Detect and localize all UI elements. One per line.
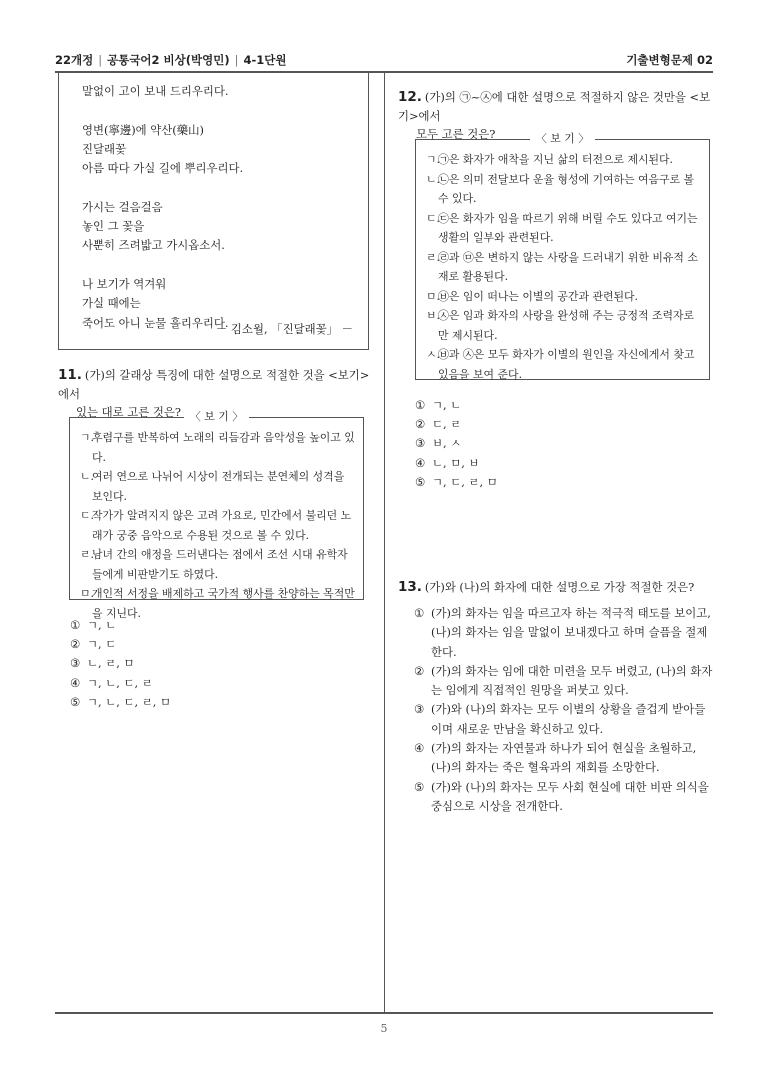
answer-option[interactable] <box>415 473 498 492</box>
option-number: ⑤ <box>414 779 425 794</box>
answer-option[interactable] <box>414 604 716 662</box>
header-title: 기출변형문제 02 <box>626 53 713 67</box>
answer-option[interactable] <box>70 635 171 654</box>
answer-option[interactable] <box>414 739 716 778</box>
option-number: ① <box>70 618 81 632</box>
poem-line: 놓인 그 꽃을 <box>82 219 145 234</box>
option-number: ② <box>70 637 81 652</box>
bogi-item <box>426 170 703 209</box>
option-number: ② <box>414 663 425 678</box>
option-number: ③ <box>415 436 426 451</box>
answer-option[interactable] <box>414 778 716 817</box>
bogi-item <box>80 467 357 506</box>
option-text: ㄱ, ㄴ, ㄷ, ㄹ <box>87 675 153 690</box>
question-text: 있는 대로 고른 것은? <box>76 405 181 420</box>
poem-line: 가시는 걸음걸음 <box>82 199 163 214</box>
bogi-marker: ㄱ. <box>80 431 94 444</box>
bogi-text: ㉡은 의미 전달보다 운율 형성에 기여하는 여음구로 볼 수 있다. <box>438 172 695 205</box>
header-separator: | <box>234 53 239 67</box>
bogi-marker: ㄴ. <box>426 172 440 186</box>
answer-option[interactable] <box>414 662 716 701</box>
answer-option[interactable] <box>415 396 498 415</box>
option-number: ③ <box>70 656 81 671</box>
answer-option[interactable] <box>70 674 171 693</box>
bogi-text: ㉥과 ㉦은 모두 화자가 이별의 원인을 자신에게서 찾고 있음을 보여 준다. <box>438 348 695 381</box>
bogi-marker: ㄷ. <box>80 509 94 522</box>
poem-line: 영변(寧邊)에 약산(藥山) <box>82 122 204 137</box>
header-textbook: 공통국어2 비상(박영민) <box>107 53 230 67</box>
bogi-text: ㉢은 화자가 임을 따르기 위해 버릴 수도 있다고 여기는 생활의 일부와 관련된다. <box>438 211 698 244</box>
option-text: ㄴ, ㄹ, ㅁ <box>87 656 135 671</box>
bogi-text: 여러 연으로 나뉘어 시상이 전개되는 분연체의 성격을 보인다. <box>92 470 345 503</box>
page-header <box>55 52 713 68</box>
bogi-marker: ㄴ. <box>80 470 94 483</box>
bogi-text: ㉠은 화자가 애착을 지닌 삶의 터전으로 제시된다. <box>438 153 674 166</box>
option-text: ㄷ, ㄹ <box>432 417 462 432</box>
poem-text <box>82 82 243 333</box>
passage-box <box>58 73 369 350</box>
option-text: ㄱ, ㄴ, ㄷ, ㄹ, ㅁ <box>87 694 171 709</box>
option-text: ㄱ, ㄴ <box>87 618 117 632</box>
bogi-item <box>426 345 703 384</box>
answer-option[interactable] <box>414 700 716 739</box>
poem-line: 말없이 고이 보내 드리우리다. <box>82 84 229 98</box>
option-number: ② <box>415 417 426 432</box>
option-number: ④ <box>70 675 81 690</box>
option-number: ④ <box>415 455 426 470</box>
question-13-stem <box>398 578 716 597</box>
option-text: ㄴ, ㅁ, ㅂ <box>432 455 480 470</box>
poem-line: 나 보기가 역겨워 <box>82 276 167 291</box>
bogi-text: 후렴구를 반복하여 노래의 리듬감과 음악성을 높이고 있다. <box>92 431 355 464</box>
answer-option[interactable] <box>70 693 171 712</box>
bogi-list <box>426 150 703 384</box>
poem-line <box>82 256 243 275</box>
bogi-text: ㉥은 임이 떠나는 이별의 공간과 관련된다. <box>438 289 638 303</box>
question-12-options <box>415 396 498 492</box>
question-number: 12. <box>398 89 422 105</box>
bogi-list <box>80 428 357 623</box>
bogi-item <box>426 306 703 345</box>
page-number: 5 <box>380 1022 388 1035</box>
poem-line: 진달래꽃 <box>82 141 127 156</box>
poem-line: 사뿐히 즈려밟고 가시옵소서. <box>82 238 225 253</box>
bogi-text: ㉦은 임과 화자의 사랑을 완성해 주는 긍정적 조력자로만 제시된다. <box>438 309 695 342</box>
bogi-marker: ㄹ. <box>80 548 94 561</box>
answer-option[interactable] <box>70 654 171 673</box>
option-number: ③ <box>414 702 425 717</box>
option-text: ㄱ, ㄷ <box>87 637 117 652</box>
bogi-marker: ㅁ. <box>426 289 440 303</box>
bogi-text: 개인적 서정을 배제하고 국가적 행사를 찬양하는 목적만을 지닌다. <box>92 587 355 620</box>
bogi-text: 남녀 간의 애정을 드러낸다는 점에서 조선 시대 유학자들에게 비판받기도 하였다. <box>92 548 348 581</box>
poem-source: － 김소월, 「진달래꽃」 － <box>215 322 353 336</box>
answer-option[interactable] <box>415 454 498 473</box>
answer-option[interactable] <box>415 415 498 434</box>
question-number: 11. <box>58 367 82 383</box>
option-number: ⑤ <box>415 474 426 489</box>
question-11-options <box>70 616 171 712</box>
option-number: ⑤ <box>70 694 81 709</box>
poem-line <box>82 178 243 197</box>
option-text: (가)의 화자는 자연물과 하나가 되어 현실을 초월하고, (나)의 화자는 죽은 혈육과의 재회를 소망한다. <box>431 741 697 775</box>
header-unit: 4-1단원 <box>243 53 287 67</box>
poem-line: 아름 따다 가실 길에 뿌리우리다. <box>82 161 244 176</box>
bogi-item <box>426 150 703 170</box>
option-text: (가)와 (나)의 화자는 모두 사회 현실에 대한 비판 의식을 중심으로 시상을 전개한다. <box>431 779 709 813</box>
column-divider <box>384 73 385 1012</box>
question-text: (가)와 (나)의 화자에 대한 설명으로 가장 적절한 것은? <box>424 580 695 594</box>
footer-rule <box>55 1012 713 1014</box>
bogi-text: 작가가 알려지지 않은 고려 가요로, 민간에서 불리던 노래가 궁중 음악으로 수용된 것으로 볼 수 있다. <box>92 509 352 542</box>
option-text: (가)의 화자는 임을 따르고자 하는 적극적 태도를 보이고, (나)의 화자는 임을 말없이 보내겠다고 하며 슬픔을 절제한다. <box>431 606 711 659</box>
bogi-text: ㉣과 ㉤은 변하지 않는 사랑을 드러내기 위한 비유적 소재로 활용된다. <box>438 250 698 283</box>
bogi-title: 〈 보 기 〉 <box>530 132 595 145</box>
option-number: ④ <box>414 741 425 756</box>
question-number: 13. <box>398 579 422 595</box>
question-text: 모두 고른 것은? <box>416 127 496 142</box>
option-number: ① <box>414 606 425 620</box>
question-13-options <box>414 604 716 816</box>
header-separator: | <box>98 53 103 67</box>
header-left <box>55 52 286 68</box>
bogi-item <box>426 287 703 307</box>
option-text: ㅂ, ㅅ <box>432 436 462 451</box>
header-edition: 22개정 <box>55 53 94 67</box>
bogi-item <box>426 248 703 287</box>
poem-line: 가실 때에는 <box>82 296 141 311</box>
bogi-marker: ㄹ. <box>426 250 440 264</box>
bogi-marker: ㅅ. <box>426 348 440 361</box>
bogi-item <box>80 506 357 545</box>
bogi-marker: ㅁ. <box>80 587 94 600</box>
option-text: (가)의 화자는 임에 대한 미련을 모두 버렸고, (나)의 화자는 임에게 직접적인 원망을 퍼붓고 있다. <box>431 663 713 698</box>
bogi-item <box>80 428 357 467</box>
option-text: ㄱ, ㄴ <box>432 398 462 412</box>
bogi-item <box>426 209 703 248</box>
bogi-marker: ㄱ. <box>426 153 440 166</box>
bogi-title: 〈 보 기 〉 <box>184 410 249 423</box>
bogi-marker: ㅂ. <box>426 309 440 322</box>
bogi-item <box>80 545 357 584</box>
poem-line <box>82 101 243 120</box>
question-text: (가)의 갈래상 특징에 대한 설명으로 적절한 것을 <보기>에서 <box>58 368 370 401</box>
question-text: (가)의 ㉠~㉦에 대한 설명으로 적절하지 않은 것만을 <보기>에서 <box>398 90 711 123</box>
answer-option[interactable] <box>415 434 498 453</box>
poem-line: 죽어도 아니 눈물 흘리우리다. <box>82 315 229 330</box>
bogi-marker: ㄷ. <box>426 211 440 225</box>
option-text: (가)와 (나)의 화자는 모두 이별의 상황을 즐겁게 받아들이며 새로운 만남을 확신하고 있다. <box>431 702 706 736</box>
answer-option[interactable] <box>70 616 171 635</box>
option-number: ① <box>415 398 426 412</box>
option-text: ㄱ, ㄷ, ㄹ, ㅁ <box>432 474 498 489</box>
